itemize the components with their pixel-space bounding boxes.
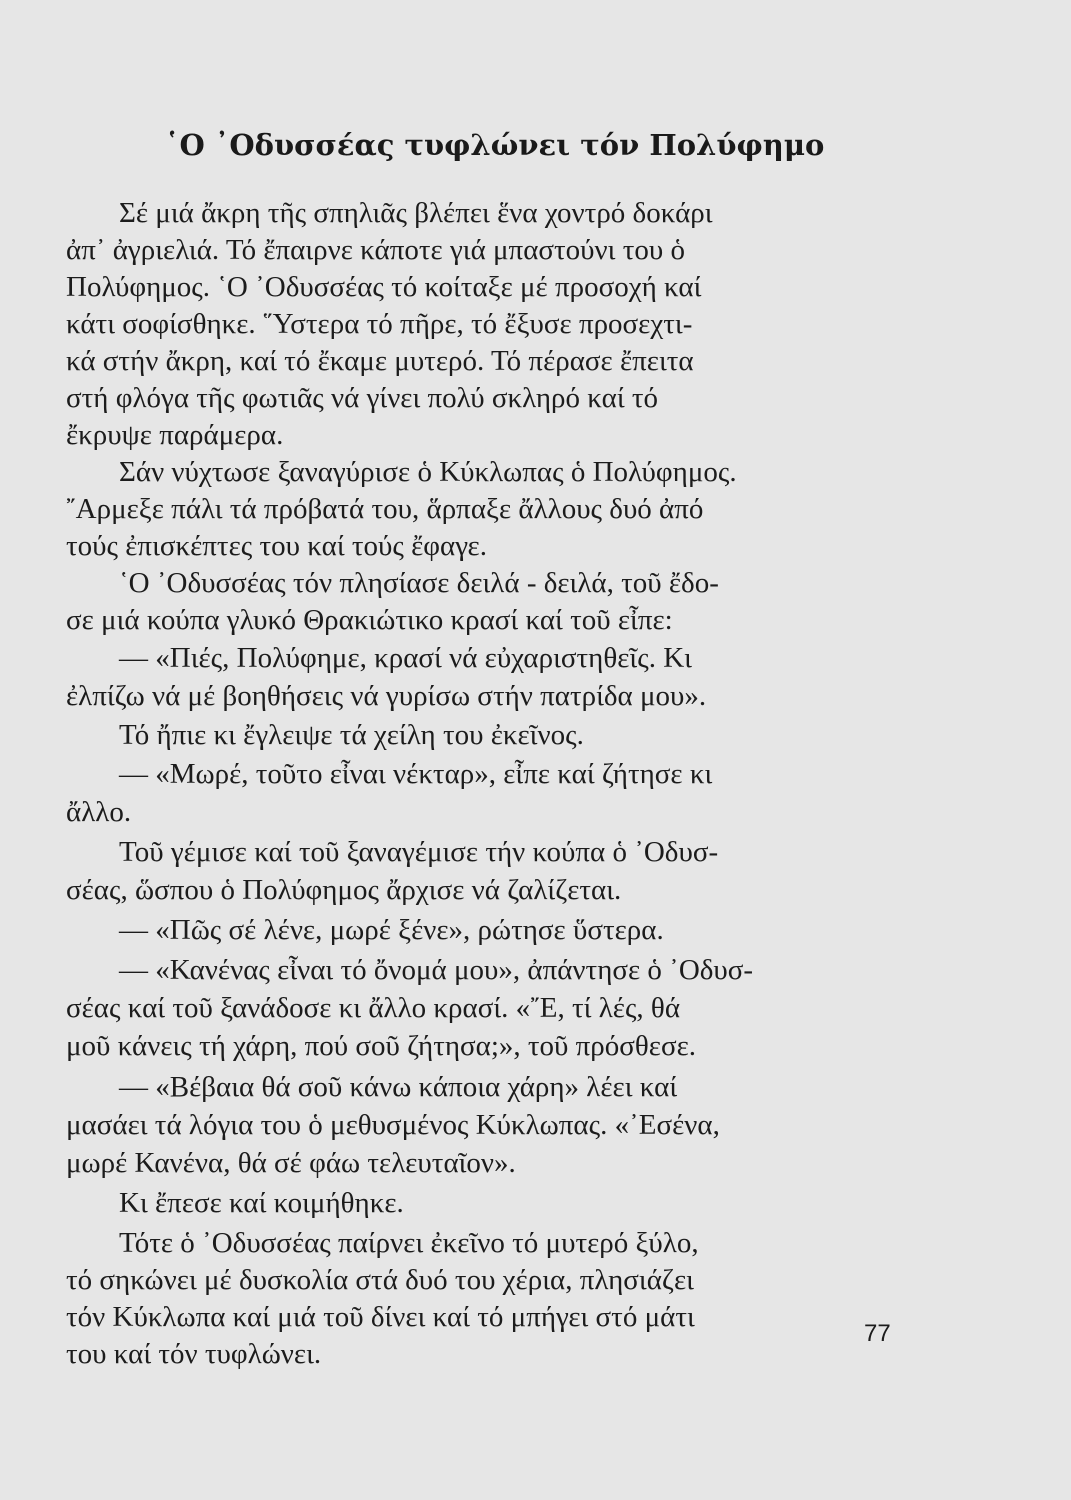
chapter-title: ῾Ο ᾿Οδυσσέας τυφλώνει τόν Πολύφημο: [165, 128, 825, 162]
text-line: ῾Ο ᾿Οδυσσέας τόν πλησίασε δειλά - δειλά, τοῦ ἔδο-: [119, 567, 719, 599]
text-line: Τοῦ γέμισε καί τοῦ ξαναγέμισε τήν κούπα ὁ ᾿Οδυσ-: [119, 836, 719, 868]
text-line: σε μιά κούπα γλυκό Θρακιώτικο κρασί καί τοῦ εἶπε:: [66, 604, 673, 636]
text-line: — «Πιές, Πολύφημε, κρασί νά εὐχαριστηθεῖς. Κι: [119, 642, 692, 674]
text-line: Κι ἔπεσε καί κοιμήθηκε.: [119, 1187, 404, 1219]
text-line: στή φλόγα τῆς φωτιᾶς νά γίνει πολύ σκληρό καί τό: [66, 382, 659, 414]
text-line: σέας καί τοῦ ξανάδοσε κι ἄλλο κρασί. «῎Ε, τί λές, θά: [66, 992, 681, 1024]
text-line: σέας, ὥσπου ὁ Πολύφημος ἄρχισε νά ζαλίζεται.: [66, 874, 622, 906]
text-line: ἔκρυψε παράμερα.: [66, 419, 284, 451]
text-line: μοῦ κάνεις τή χάρη, πού σοῦ ζήτησα;», τοῦ πρόσθεσε.: [66, 1030, 697, 1062]
text-line: Σέ μιά ἄκρη τῆς σπηλιᾶς βλέπει ἕνα χοντρό δοκάρι: [119, 197, 713, 229]
text-line: Σάν νύχτωσε ξαναγύρισε ὁ Κύκλωπας ὁ Πολύφημος.: [119, 456, 737, 488]
text-line: — «Βέβαια θά σοῦ κάνω κάποια χάρη» λέει καί: [119, 1071, 678, 1103]
text-line: ἄλλο.: [66, 796, 132, 828]
text-line: Τότε ὁ ᾿Οδυσσέας παίρνει ἐκεῖνο τό μυτερό ξύλο,: [119, 1227, 699, 1259]
text-line: μωρέ Κανένα, θά σέ φάω τελευταῖον».: [66, 1147, 516, 1179]
text-line: — «Κανένας εἶναι τό ὄνομά μου», ἀπάντησε ὁ ᾿Οδυσ-: [119, 954, 754, 986]
text-line: μασάει τά λόγια του ὁ μεθυσμένος Κύκλωπας. «᾿Εσένα,: [66, 1109, 720, 1141]
text-line: Πολύφημος. ῾Ο ᾿Οδυσσέας τό κοίταξε μέ προσοχή καί: [66, 271, 702, 303]
text-line: του καί τόν τυφλώνει.: [66, 1338, 322, 1370]
text-line: τό σηκώνει μέ δυσκολία στά δυό του χέρια, πλησιάζει: [66, 1264, 694, 1296]
text-line: ῎Αρμεξε πάλι τά πρόβατά του, ἅρπαξε ἄλλους δυό ἀπό: [66, 493, 704, 525]
text-line: τούς ἐπισκέπτες του καί τούς ἔφαγε.: [66, 530, 487, 562]
page-number: 77: [864, 1320, 891, 1347]
text-line: τόν Κύκλωπα καί μιά τοῦ δίνει καί τό μπήγει στό μάτι: [66, 1301, 695, 1333]
text-line: ἐλπίζω νά μέ βοηθήσεις νά γυρίσω στήν πατρίδα μου».: [66, 680, 707, 712]
text-line: ἀπ᾿ ἀγριελιά. Τό ἔπαιρνε κάποτε γιά μπαστούνι του ὁ: [66, 234, 685, 266]
text-line: κάτι σοφίσθηκε. ῞Υστερα τό πῆρε, τό ἔξυσε προσεχτι-: [66, 308, 693, 340]
text-line: — «Πῶς σέ λένε, μωρέ ξένε», ρώτησε ὕστερα.: [119, 914, 664, 946]
text-line: — «Μωρέ, τοῦτο εἶναι νέκταρ», εἶπε καί ζήτησε κι: [119, 758, 713, 790]
text-line: Τό ἤπιε κι ἔγλειψε τά χείλη του ἐκεῖνος.: [119, 719, 584, 751]
text-line: κά στήν ἄκρη, καί τό ἔκαμε μυτερό. Τό πέρασε ἔπειτα: [66, 345, 694, 377]
